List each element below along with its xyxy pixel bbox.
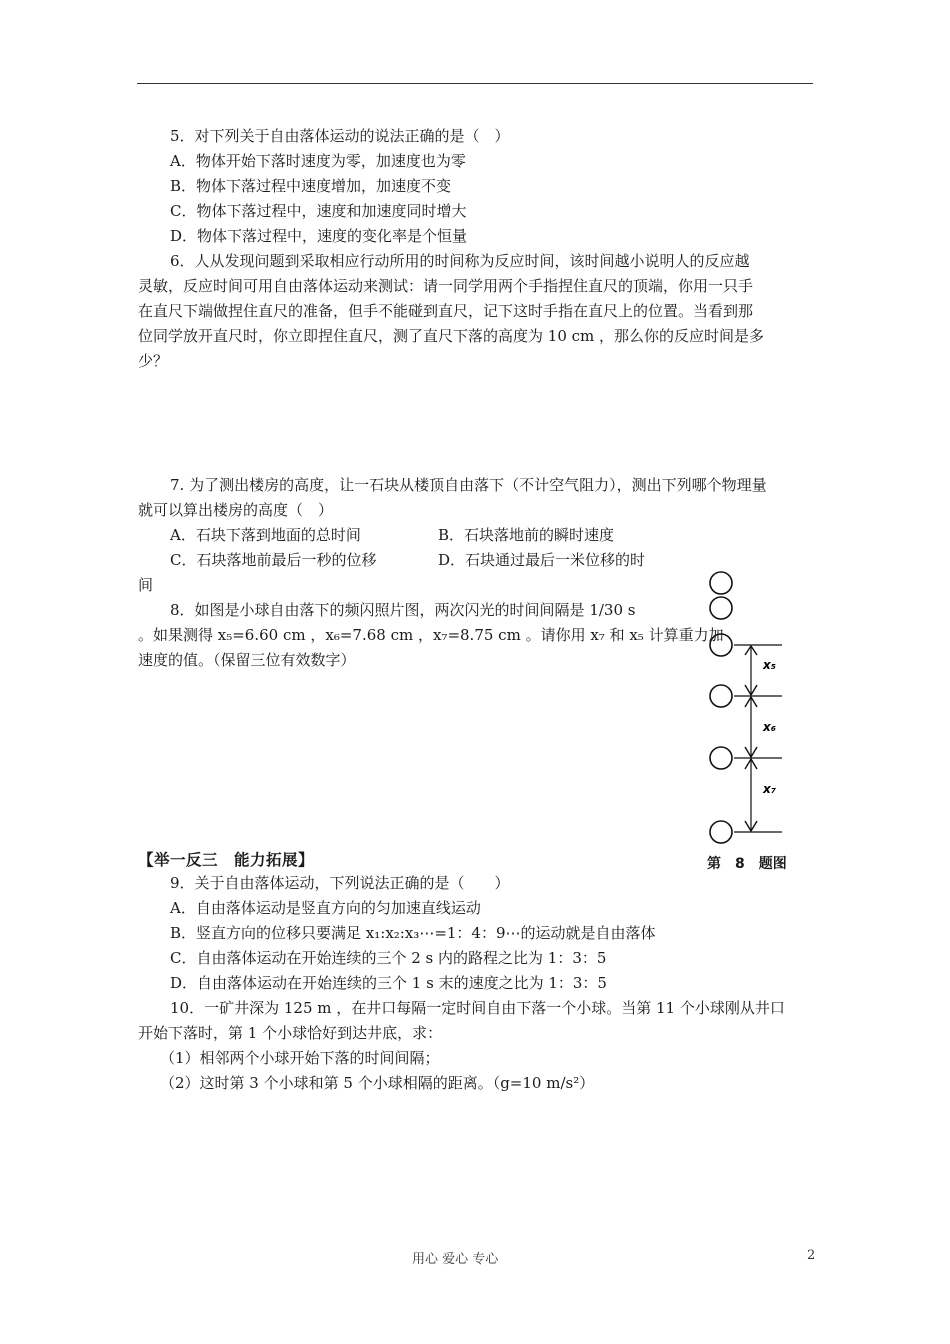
q7-option-b: B．石块落地前的瞬时速度 [438,526,615,544]
strobe-figure [700,565,795,845]
q8-line-3: 速度的值。（保留三位有效数字） [138,651,356,669]
q5-option-b: B．物体下落过程中速度增加，加速度不变 [170,177,452,195]
x5-label: x₅ [763,658,776,672]
q5-stem: 5．对下列关于自由落体运动的说法正确的是（ ） [170,127,510,145]
q9-stem: 9．关于自由落体运动，下列说法正确的是（ ） [170,874,510,892]
ball-4 [710,685,732,707]
q8-line-2: 。如果测得 x₅=6.60 cm ，x₆=7.68 cm ，x₇=8.75 cm 。请你用 x₇ 和 x₅ 计算重力加 [138,626,724,644]
q6-line-3: 在直尺下端做捏住直尺的准备，但手不能碰到直尺，记下这时手指在直尺上的位置。当看到那 [138,302,754,320]
q7-line-2: 就可以算出楼房的高度（ ） [138,501,334,519]
page-number: 2 [807,1248,816,1263]
q10-line-1: 10．一矿井深为 125 m ，在井口每隔一定时间自由下落一个小球。当第 11 个小球刚从井口 [170,999,785,1017]
q7-option-c: C．石块落地前最后一秒的位移 [170,551,377,569]
q7-option-d-continued: 间 [138,576,154,594]
footer-text: 用心 爱心 专心 [412,1252,499,1267]
figure-caption: 第 8 题图 [707,856,787,872]
q6-line-2: 灵敏，反应时间可用自由落体运动来测试：请一同学用两个手指捏住直尺的顶端，你用一只手 [138,277,754,295]
q5-option-a: A．物体开始下落时速度为零，加速度也为零 [170,152,466,170]
ball-5 [710,747,732,769]
q7-option-a: A．石块下落到地面的总时间 [170,526,361,544]
x5-arrow [745,646,757,695]
header-rule [137,83,813,84]
q10-line-2: 开始下落时，第 1 个小球恰好到达井底，求： [138,1024,443,1042]
q5-option-d: D．物体下落过程中，速度的变化率是个恒量 [170,227,468,245]
q6-line-1: 6．人从发现问题到采取相应行动所用的时间称为反应时间，该时间越小说明人的反应越 [170,252,750,270]
x7-label: x₇ [763,782,776,796]
q5-option-c: C．物体下落过程中，速度和加速度同时增大 [170,202,467,220]
x6-label: x₆ [763,720,776,734]
x6-arrow [745,697,757,757]
q10-part-1: （1）相邻两个小球开始下落的时间间隔； [160,1049,440,1067]
ball-2 [710,597,732,619]
q9-option-d: D．自由落体运动在开始连续的三个 1 s 末的速度之比为 1：3：5 [170,974,607,992]
ball-1 [710,572,732,594]
x7-arrow [745,759,757,831]
q9-option-a: A．自由落体运动是竖直方向的匀加速直线运动 [170,899,481,917]
q9-option-b: B．竖直方向的位移只要满足 x₁:x₂:x₃⋯=1：4：9⋯的运动就是自由落体 [170,924,656,942]
q7-line-1: 7. 为了测出楼房的高度，让一石块从楼顶自由落下（不计空气阻力），测出下列哪个物理量 [170,476,767,494]
q8-line-1: 8．如图是小球自由落下的频闪照片图，两次闪光的时间间隔是 1/30 s [170,601,636,619]
section-heading: 【举一反三 能力拓展】 [138,851,315,869]
q6-line-4: 位同学放开直尺时，你立即捏住直尺，测了直尺下落的高度为 10 cm ，那么你的反应时间是多 [138,327,765,345]
q9-option-c: C．自由落体运动在开始连续的三个 2 s 内的路程之比为 1：3：5 [170,949,607,967]
q7-option-d: D．石块通过最后一米位移的时 [438,551,646,569]
ball-3 [710,634,732,656]
q10-part-2: （2）这时第 3 个小球和第 5 个小球相隔的距离。（g=10 m/s²） [160,1074,595,1092]
q6-line-5: 少？ [138,352,169,370]
ball-6 [710,821,732,843]
